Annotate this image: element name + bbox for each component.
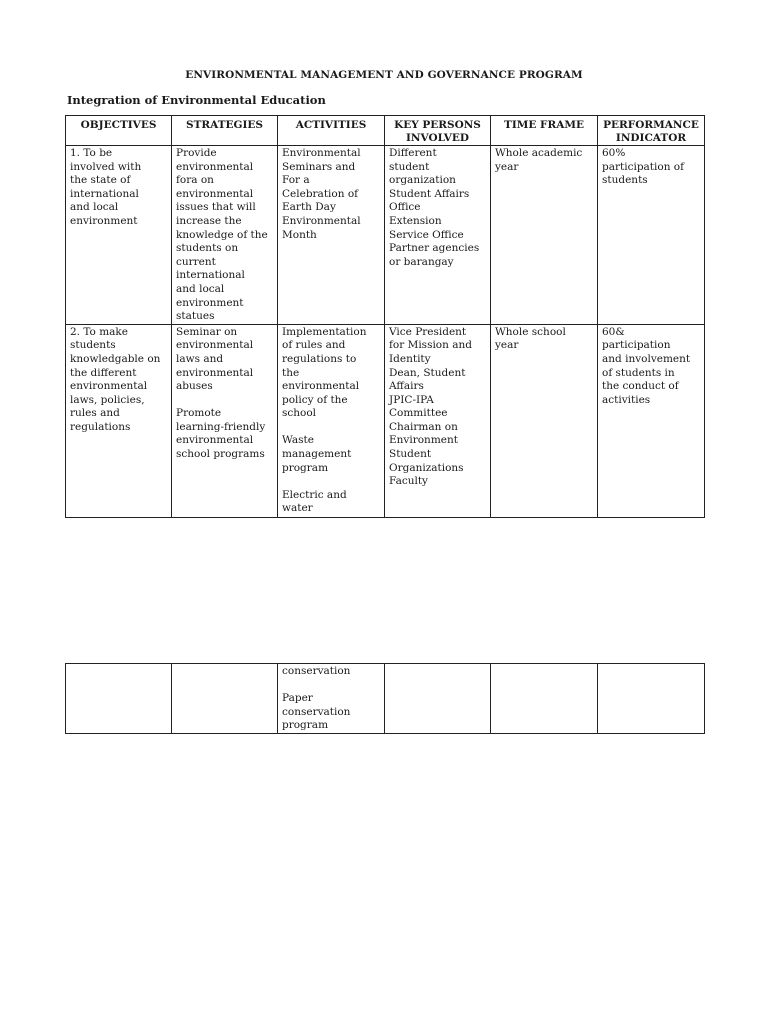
cell-strategies xyxy=(172,664,278,734)
document-title: ENVIRONMENTAL MANAGEMENT AND GOVERNANCE PROGRAM xyxy=(185,69,583,81)
cell-key-persons: Different student organization Student Affairs Office Extension Service Office Partner agencies or barangay xyxy=(385,146,491,325)
cell-activities: Environmental Seminars and For a Celebration of Earth Day Environmental Month xyxy=(278,146,385,325)
program-table xyxy=(65,115,705,518)
cell-indicator xyxy=(598,664,705,734)
cell-indicator: 60& participation and involvement of students in the conduct of activities xyxy=(598,324,705,517)
cell-activities: Implementation of rules and regulations to the environmental policy of the school Waste management program Electric and water xyxy=(278,324,385,517)
cell-indicator: 60% participation of students xyxy=(598,146,705,325)
header-key-persons: KEY PERSONS INVOLVED xyxy=(385,116,491,146)
table-header-row xyxy=(66,116,705,146)
table-row xyxy=(66,664,705,734)
cell-objectives: 2. To make students knowledgable on the different environmental laws, policies, rules and regulations xyxy=(66,324,172,517)
table-row xyxy=(66,146,705,325)
cell-time-frame: Whole academic year xyxy=(491,146,598,325)
header-strategies: STRATEGIES xyxy=(172,116,278,146)
header-activities: ACTIVITIES xyxy=(278,116,385,146)
cell-strategies: Provide environmental fora on environmental issues that will increase the knowledge of the students on current international and local environment statues xyxy=(172,146,278,325)
cell-key-persons xyxy=(385,664,491,734)
cell-objectives: 1. To be involved with the state of international and local environment xyxy=(66,146,172,325)
section-heading: Integration of Environmental Education xyxy=(67,93,326,107)
cell-objectives xyxy=(66,664,172,734)
header-performance-indicator: PERFORMANCE INDICATOR xyxy=(598,116,705,146)
header-time-frame: TIME FRAME xyxy=(491,116,598,146)
program-table-continued xyxy=(65,663,705,734)
cell-activities: conservation Paper conservation program xyxy=(278,664,385,734)
cell-strategies: Seminar on environmental laws and environmental abuses Promote learning-friendly environmental school programs xyxy=(172,324,278,517)
cell-time-frame xyxy=(491,664,598,734)
cell-time-frame: Whole school year xyxy=(491,324,598,517)
table-row xyxy=(66,324,705,517)
header-objectives: OBJECTIVES xyxy=(66,116,172,146)
cell-key-persons: Vice President for Mission and Identity Dean, Student Affairs JPIC-IPA Committee Chairman on Environment Student Organizations Faculty xyxy=(385,324,491,517)
